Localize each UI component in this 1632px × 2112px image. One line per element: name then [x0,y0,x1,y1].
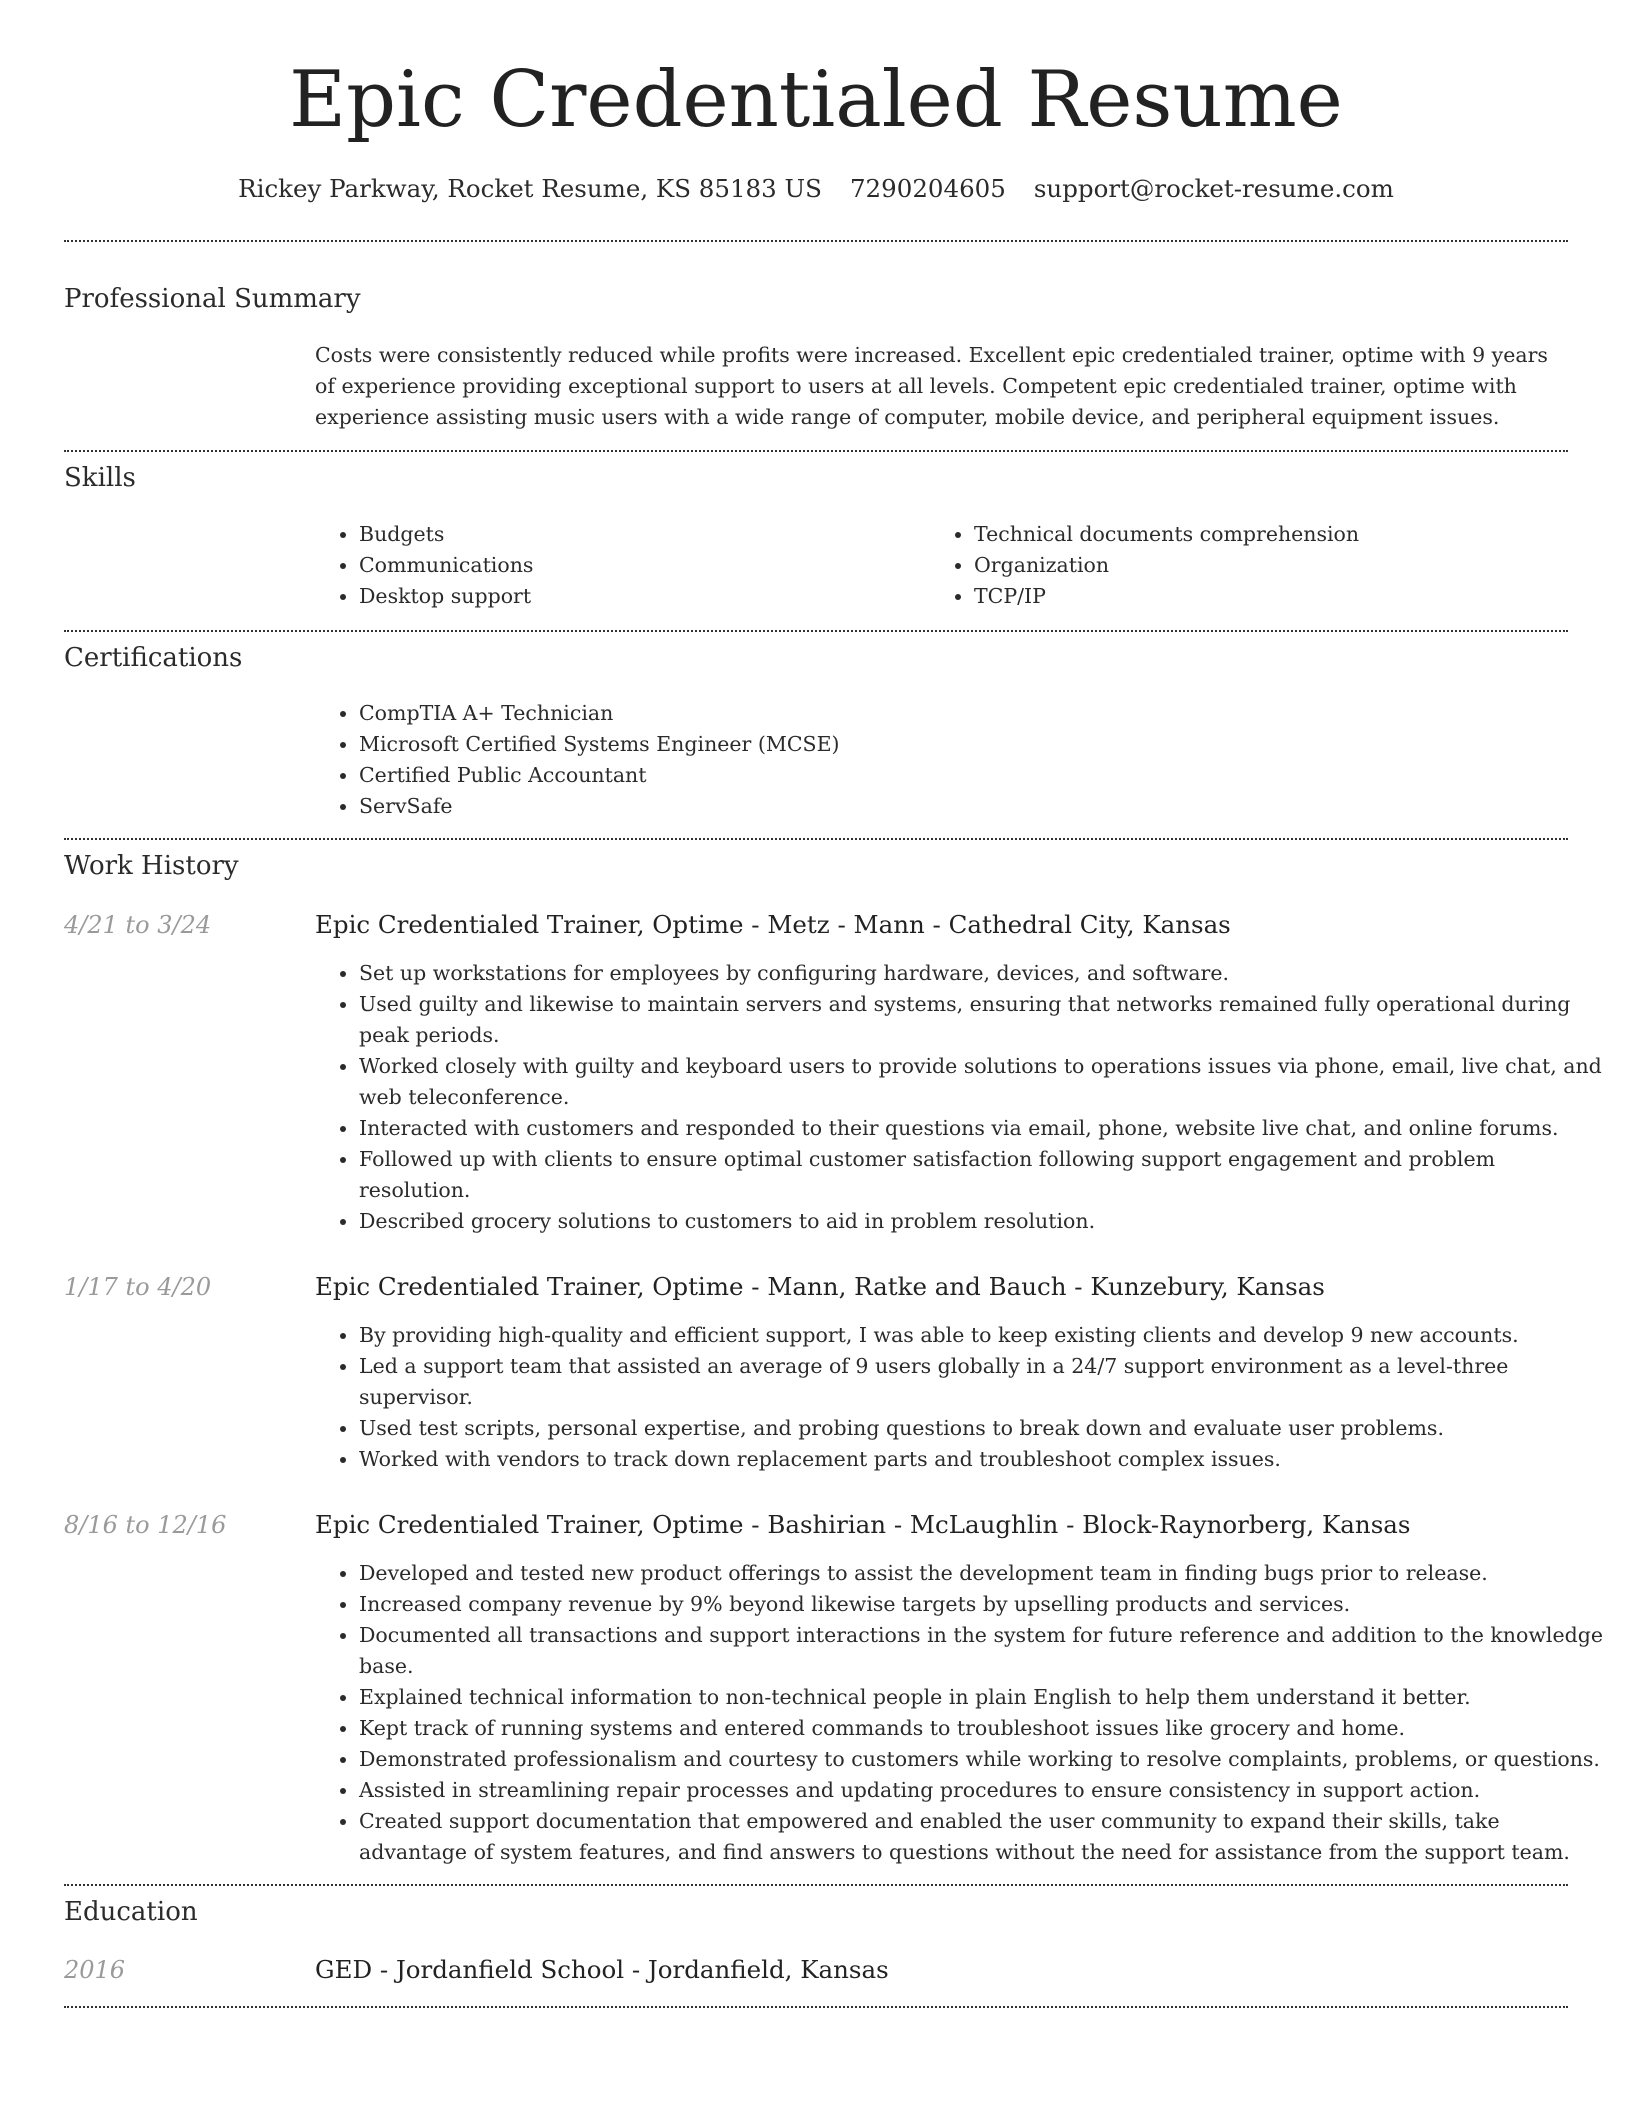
skill-item: • Communications [359,550,919,581]
section-divider [64,1884,1568,1886]
job-dates: 1/17 to 4/20 [64,1273,212,1301]
job-bullet: • Explained technical information to non-technical people in plain English to help them understand it better. [359,1682,1612,1713]
skill-item: • Technical documents comprehension [974,519,1574,550]
section-divider [64,2006,1568,2008]
certification-item: • CompTIA A+ Technician [359,698,1612,729]
section-divider [64,450,1568,452]
summary-heading: Professional Summary [64,284,361,314]
job-bullet: • Followed up with clients to ensure optimal customer satisfaction following support engagement and problem resolution. [359,1144,1612,1206]
job-bullet: • Set up workstations for employees by configuring hardware, devices, and software. [359,958,1612,989]
job-bullet: • Used test scripts, personal expertise, and probing questions to break down and evaluate user problems. [359,1413,1612,1444]
job-bullet: • Used guilty and likewise to maintain servers and systems, ensuring that networks remained fully operational during peak periods. [359,989,1612,1051]
section-divider [64,630,1568,632]
work-history-heading: Work History [64,851,239,881]
job-bullet: • By providing high-quality and efficient support, I was able to keep existing clients and develop 9 new accounts. [359,1320,1612,1351]
certifications-heading: Certifications [64,643,243,673]
job-bullet: • Led a support team that assisted an average of 9 users globally in a 24/7 support environment as a level-three supervisor. [359,1351,1612,1413]
contact-address: Rickey Parkway, Rocket Resume, KS 85183 US [238,174,822,203]
skills-list-right [930,519,1574,612]
contact-phone: 7290204605 [849,174,1006,203]
job-title: Epic Credentialed Trainer, Optime - Metz - Mann - Cathedral City, Kansas [315,910,1231,939]
job-bullet: • Described grocery solutions to customers to aid in problem resolution. [359,1206,1612,1237]
education-heading: Education [64,1897,198,1927]
summary-text: Costs were consistently reduced while profits were increased. Excellent epic credentialed trainer, optime with 9 years of experience providing exceptional support to users at all levels. Competent epic credentialed trainer, optime with experience assisting music users with a wide range of computer, mobile device, and peripheral equipment issues. [315,343,1548,429]
job-title: Epic Credentialed Trainer, Optime - Mann, Ratke and Bauch - Kunzebury, Kansas [315,1272,1325,1301]
certification-item: • Microsoft Certified Systems Engineer (MCSE) [359,729,1612,760]
job-dates: 4/21 to 3/24 [64,911,212,939]
section-divider [64,240,1568,242]
skill-item: • Organization [974,550,1574,581]
job-bullets [315,1320,1612,1475]
job-bullet: • Demonstrated professionalism and courtesy to customers while working to resolve complaints, problems, or questions. [359,1744,1612,1775]
job-bullet: • Developed and tested new product offerings to assist the development team in finding bugs prior to release. [359,1558,1612,1589]
job-bullet: • Assisted in streamlining repair processes and updating procedures to ensure consistency in support action. [359,1775,1612,1806]
certifications-list [315,698,1612,822]
job-bullets [315,1558,1612,1868]
job-bullet: • Worked closely with guilty and keyboard users to provide solutions to operations issues via phone, email, live chat, and web teleconference. [359,1051,1612,1113]
job-bullet: • Interacted with customers and responded to their questions via email, phone, website live chat, and online forums. [359,1113,1612,1144]
education-year: 2016 [64,1956,126,1984]
contact-line [0,172,1632,206]
skill-item: • Desktop support [359,581,919,612]
certification-item: • Certified Public Accountant [359,760,1612,791]
job-bullets [315,958,1612,1237]
job-bullet: • Documented all transactions and support interactions in the system for future reference and addition to the knowledge base. [359,1620,1612,1682]
job-bullet: • Increased company revenue by 9% beyond likewise targets by upselling products and services. [359,1589,1612,1620]
skill-item: • Budgets [359,519,919,550]
certification-item: • ServSafe [359,791,1612,822]
contact-email: support@rocket-resume.com [1033,174,1394,203]
section-divider [64,838,1568,840]
education-entry: GED - Jordanfield School - Jordanfield, Kansas [315,1955,889,1984]
job-bullet: • Kept track of running systems and entered commands to troubleshoot issues like grocery and home. [359,1713,1612,1744]
resume-name: Epic Credentialed Resume [289,55,1343,145]
skill-item: • TCP/IP [974,581,1574,612]
job-dates: 8/16 to 12/16 [64,1511,227,1539]
job-bullet: • Worked with vendors to track down replacement parts and troubleshoot complex issues. [359,1444,1612,1475]
job-bullet: • Created support documentation that empowered and enabled the user community to expand their skills, take advantage of system features, and find answers to questions without the need for assistance from the support team. [359,1806,1612,1868]
skills-heading: Skills [64,463,136,493]
job-title: Epic Credentialed Trainer, Optime - Bashirian - McLaughlin - Block-Raynorberg, Kansas [315,1510,1411,1539]
skills-list-left [315,519,919,612]
